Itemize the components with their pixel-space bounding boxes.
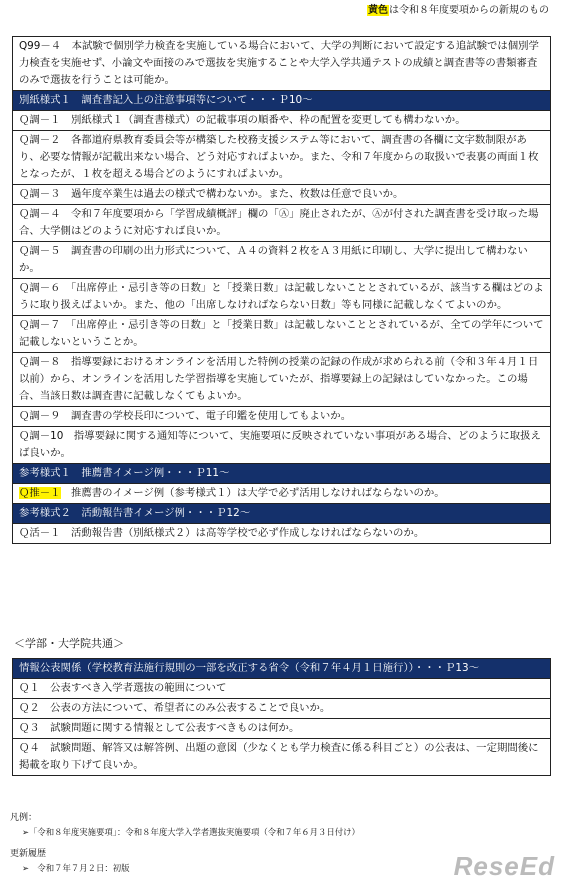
question-row: Ｑ調－９ 調査書の学校長印について、電子印鑑を使用してもよいか。 — [12, 407, 551, 427]
question-row: Ｑ調－４ 令和７年度要項から「学習成績概評」欄の「Ⓐ」廃止されたが、Ⓐが付された調査書を受け取った場合、大学側はどのように対応すれば良いか。 — [12, 205, 551, 242]
question-row: Ｑ２ 公表の方法について、希望者にのみ公表することで良いか。 — [12, 699, 551, 719]
question-row: Ｑ調－10 指導要録に関する通知等について、実施要項に反映されていない事項がある場合、どのように取扱えば良いか。 — [12, 427, 551, 464]
question-row: Ｑ調－５ 調査書の印刷の出力形式について、Ａ４の資料２枚をＡ３用紙に印刷し、大学に提出して構わないか。 — [12, 242, 551, 279]
question-row: Ｑ活－１ 活動報告書（別紙様式２）は高等学校で必ず作成しなければならないのか。 — [12, 524, 551, 544]
question-row: Ｑ調－８ 指導要録におけるオンラインを活用した特例の授業の記録の作成が求められる前（令和３年４月１日以前）から、オンラインを活用した学習指導を実施していたが、指導要録上の記録はしていなかった。この場合、当該日数は調査書に記載しなくてもよいか。 — [12, 353, 551, 407]
section-header-row: 別紙様式１ 調査書記入上の注意事項等について・・・Ｐ10～ — [12, 91, 551, 111]
question-row: Ｑ１ 公表すべき入学者選抜の範囲について — [12, 679, 551, 699]
section-header-row: 情報公表関係（学校教育法施行規則の一部を改正する省令（令和７年４月１日施行））・・・Ｐ13～ — [12, 658, 551, 679]
section-header-row: 参考様式２ 活動報告書イメージ例・・・Ｐ12～ — [12, 504, 551, 524]
legend-title: 凡例： — [10, 813, 38, 823]
history-item: ➢ 令和７年７月２日：初版 — [22, 863, 130, 873]
question-row: Q99－４ 本試験で個別学力検査を実施している場合において、大学の判断において設定する追試験では個別学力検査を実施せず、小論文や面接のみで選抜を実施することや大学入学共通テストの成績と調査書等の書類審査のみで選抜を行うことは可能か。 — [12, 36, 551, 91]
top-note-text: は令和８年度要項からの新規のもの — [389, 5, 549, 16]
qa-list-undergrad — [12, 36, 551, 544]
history-title: 更新履歴 — [10, 849, 47, 859]
question-text: 推薦書のイメージ例（参考様式１）は大学で必ず活用しなければならないのか。 — [60, 487, 445, 499]
question-row: Ｑ調－６ 「出席停止・忌引き等の日数」と「授業日数」は記載しないこととされているが、該当する欄はどのように取り扱えばよいか。また、他の「出席しなければならない日数」等も同様に記載しなくてよいのか。 — [12, 279, 551, 316]
question-row — [12, 484, 551, 504]
brand-logo: ReseEd — [453, 851, 555, 881]
legend-item: ➢「令和８年度実施要項」：令和８年度大学入学者選抜実施要項（令和７年６月３日付け） — [22, 827, 360, 837]
top-note-highlight: 黄色 — [368, 5, 388, 16]
top-note — [367, 4, 549, 18]
section-label: ＜学部・大学院共通＞ — [14, 637, 124, 650]
question-row: Ｑ調－１ 別紙様式１（調査書様式）の記載事項の順番や、枠の配置を変更しても構わないか。 — [12, 111, 551, 131]
question-row: Ｑ調－２ 各都道府県教育委員会等が構築した校務支援システム等において、調査書の各欄に文字数制限があり、必要な情報が記載出来ない場合、どう対応すればよいか。また、令和７年度からの取扱いで表裏の両面１枚となったが、１枚を超える場合どのようにすればよいか。 — [12, 131, 551, 185]
question-row: Ｑ３ 試験問題に関する情報として公表すべきものは何か。 — [12, 719, 551, 739]
question-row: Ｑ４ 試験問題、解答又は解答例、出題の意図（少なくとも学力検査に係る科目ごと）の公表は、一定期間後に掲載を取り下げて良いか。 — [12, 739, 551, 776]
question-row: Ｑ調－７ 「出席停止・忌引き等の日数」と「授業日数」は記載しないこととされているが、全ての学年について記載しないということか。 — [12, 316, 551, 353]
question-row: Ｑ調－３ 過年度卒業生は過去の様式で構わないか。また、枚数は任意で良いか。 — [12, 185, 551, 205]
section-header-row: 参考様式１ 推薦書イメージ例・・・Ｐ11～ — [12, 464, 551, 484]
new-item-highlight: Ｑ推－１ — [19, 487, 61, 499]
qa-list-common — [12, 658, 551, 776]
